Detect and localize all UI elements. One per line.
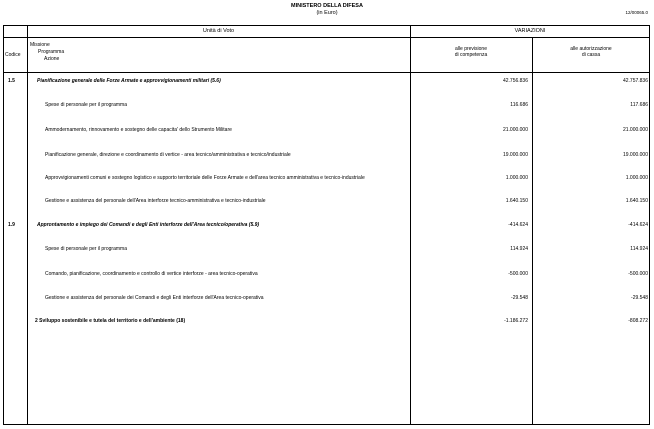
row-competence: 1.640.150 xyxy=(505,198,528,204)
row-cash: -808.272 xyxy=(628,318,648,324)
table-row xyxy=(0,222,654,234)
row-cash: 1.000.000 xyxy=(625,175,648,181)
header-cash-authorization-line2: di cassa xyxy=(581,52,601,58)
table-row xyxy=(0,246,654,258)
row-cash: 114.924 xyxy=(630,246,648,252)
row-cash: 19.000.000 xyxy=(622,152,648,158)
header-forecast-competence-line1: alle previsione xyxy=(455,46,487,52)
table-row xyxy=(0,102,654,114)
row-label: Approvvigionamenti comuni e sostegno logistico e supporto territoriale delle Forze Armate e dell'area tecnico amministrativa e tecnico-industriale xyxy=(45,175,365,181)
row-competence: 21.000.000 xyxy=(502,127,528,133)
ministry-title: MINISTERO DELLA DIFESA xyxy=(291,3,363,9)
table-row xyxy=(0,198,654,210)
table-row xyxy=(0,152,654,164)
row-competence: 19.000.000 xyxy=(502,152,528,158)
currency-unit: (in Euro) xyxy=(316,10,338,16)
row-label: Ammodernamento, rinnovamento e sostegno delle capacita' dello Strumento Militare xyxy=(45,127,232,133)
row-cash: 1.640.150 xyxy=(625,198,648,204)
header-forecast-competence-line2: di competenza xyxy=(454,52,488,58)
row-competence: -414.624 xyxy=(508,222,528,228)
header-code: Codice xyxy=(5,52,21,58)
header-action: Azione xyxy=(44,56,60,62)
row-label: 2 Sviluppo sostenibile e tutela del territorio e dell'ambiente (18) xyxy=(35,318,186,324)
header-mission: Missione xyxy=(30,42,50,48)
header-divider-top xyxy=(3,37,650,38)
row-competence: 116.686 xyxy=(510,102,528,108)
row-cash: 117.686 xyxy=(630,102,648,108)
header-variations: VARIAZIONI xyxy=(514,28,546,34)
row-competence: -500.000 xyxy=(508,271,528,277)
header-unit-of-vote: Unità di Voto xyxy=(202,28,235,34)
header-program: Programma xyxy=(38,49,65,55)
row-code: 1.9 xyxy=(8,222,15,228)
row-competence: -1.186.272 xyxy=(504,318,528,324)
header-forecast-competence xyxy=(410,46,532,58)
document-code: 12/00065.0 xyxy=(625,10,648,15)
header-cash-authorization xyxy=(532,46,650,58)
row-competence: -29.548 xyxy=(511,295,528,301)
row-cash: -29.548 xyxy=(631,295,648,301)
row-label: Gestione e assistenza del personale dei Comandi e degli Enti interforze dell'Area tecnico-operativa xyxy=(45,295,264,301)
row-label: Approntamento e impiego dei Comandi e degli Enti interforze dell'Area tecnico/operativa (5.9) xyxy=(37,222,260,228)
row-label: Spese di personale per il programma xyxy=(45,102,127,108)
row-cash: 42.757.836 xyxy=(622,78,648,84)
table-row xyxy=(0,295,654,307)
table-row xyxy=(0,318,654,330)
table-row xyxy=(0,271,654,283)
row-competence: 42.756.836 xyxy=(502,78,528,84)
row-cash: 21.000.000 xyxy=(622,127,648,133)
table-row xyxy=(0,127,654,139)
header-cash-authorization-line1: alle autorizzazione xyxy=(570,46,612,52)
row-competence: 1.000.000 xyxy=(505,175,528,181)
row-label: Pianificazione generale delle Forze Armate e approvvigionamenti militari (5.6) xyxy=(37,78,221,84)
row-label: Spese di personale per il programma xyxy=(45,246,127,252)
table-row xyxy=(0,175,654,187)
row-cash: -414.624 xyxy=(628,222,648,228)
row-competence: 114.924 xyxy=(510,246,528,252)
row-code: 1.5 xyxy=(8,78,15,84)
row-label: Comando, pianificazione, coordinamento e controllo di vertice interforze - area tecnico-operativa xyxy=(45,271,258,277)
row-label: Pianificazione generale, direzione e coordinamento di vertice - area tecnico/amministrativa e tecnico/industriale xyxy=(45,152,291,158)
row-cash: -500.000 xyxy=(628,271,648,277)
table-row xyxy=(0,78,654,90)
header-divider-bottom xyxy=(3,72,650,73)
row-label: Gestione e assistenza del personale dell'Area interforze tecnico-amministrativa e tecnico-industriale xyxy=(45,198,266,204)
